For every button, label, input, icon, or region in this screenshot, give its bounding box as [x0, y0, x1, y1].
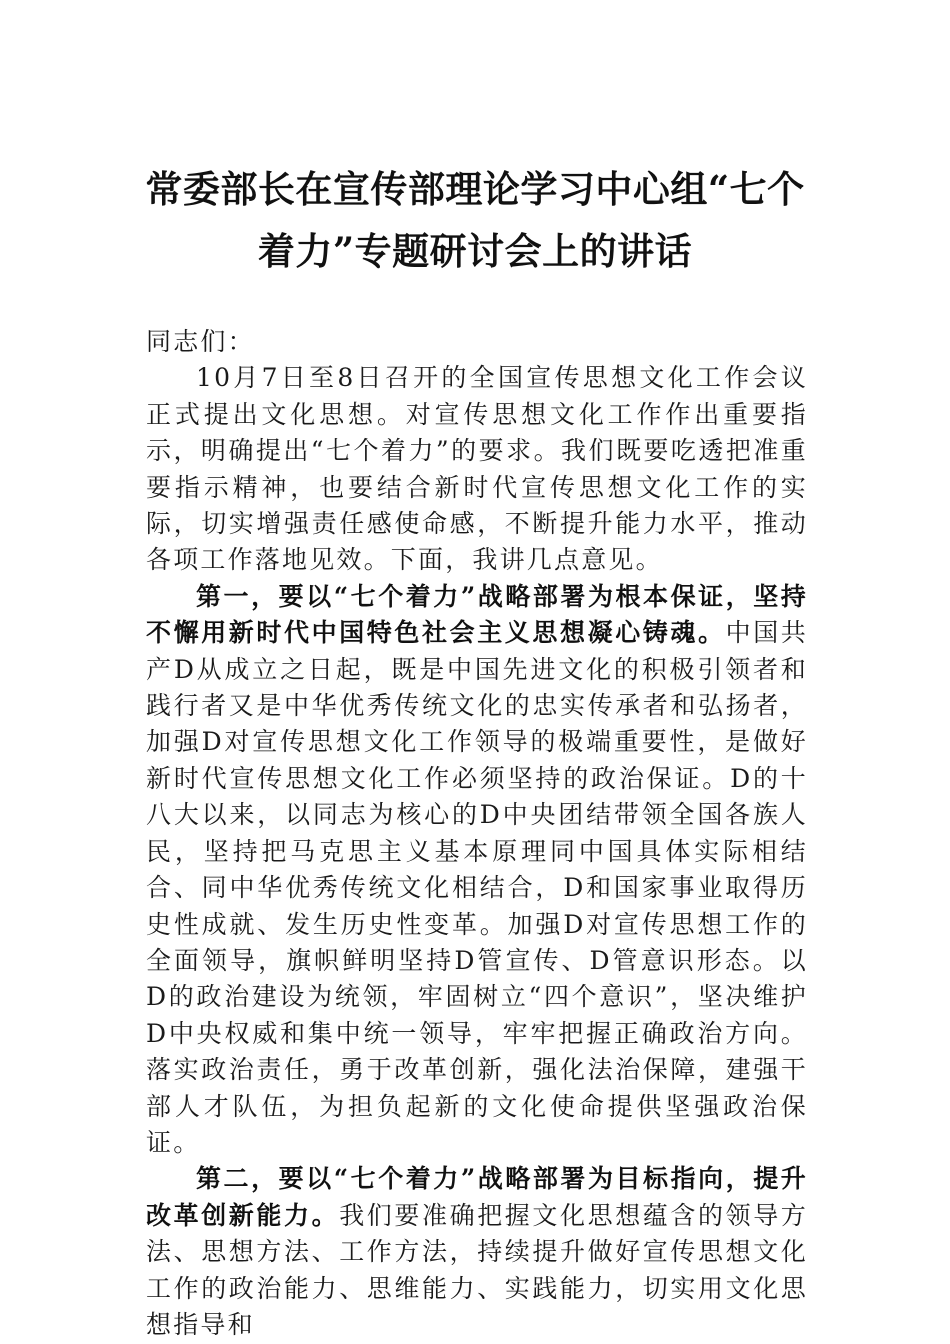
salutation: 同志们：	[146, 327, 255, 356]
paragraph-2	[146, 579, 808, 1162]
paragraph-3	[146, 1161, 808, 1343]
title-line-2: 着力”专题研讨会上的讲话	[257, 229, 693, 273]
paragraph-1-text: 10月7日至8日召开的全国宣传思想文化工作会议正式提出文化思想。对宣传思想文化工作作出重要指示，明确提出“七个着力”的要求。我们既要吃透把准重要指示精神，也要结合新时代宣传思想文化工作的实际，切实增强责任感使命感，不断提升能力水平，推动各项工作落地见效。下面，我讲几点意见。	[146, 363, 808, 575]
paragraph-2-text: 中国共产D从成立之日起，既是中国先进文化的积极引领者和践行者又是中华优秀传统文化的忠实传承者和弘扬者，加强D对宣传思想文化工作领导的极端重要性，是做好新时代宣传思想文化工作必须坚持的政治保证。D的十八大以来，以同志为核心的D中央团结带领全国各族人民，坚持把马克思主义基本原理同中国具体实际相结合、同中华优秀传统文化相结合，D和国家事业取得历史性成就、发生历史性变革。加强D对宣传思想工作的全面领导，旗帜鲜明坚持D管宣传、D管意识形态。以D的政治建设为统领，牢固树立“四个意识”，坚决维护D中央权威和集中统一领导，牢牢把握正确政治方向。落实政治责任，勇于改革创新，强化法治保障，建强干部人才队伍，为担负起新的文化使命提供坚强政治保证。	[146, 618, 808, 1157]
section-heading-1: 第一，要以“七个着力”战略部署为根本保证，坚持不懈用新时代中国特色社会主义思想凝心铸魂。	[146, 581, 808, 648]
document-body	[146, 324, 808, 1343]
document-title	[130, 158, 820, 282]
paragraph-1	[146, 360, 808, 578]
title-line-1: 常委部长在宣传部理论学习中心组“七个	[145, 167, 805, 211]
section-heading-2: 第二，要以“七个着力”战略部署为目标指向，提升改革创新能力。	[146, 1164, 808, 1230]
paragraph-3-text: 我们要准确把握文化思想蕴含的领导方法、思想方法、工作方法，持续提升做好宣传思想文化工作的政治能力、思维能力、实践能力，切实用文化思想指导和	[146, 1200, 808, 1339]
